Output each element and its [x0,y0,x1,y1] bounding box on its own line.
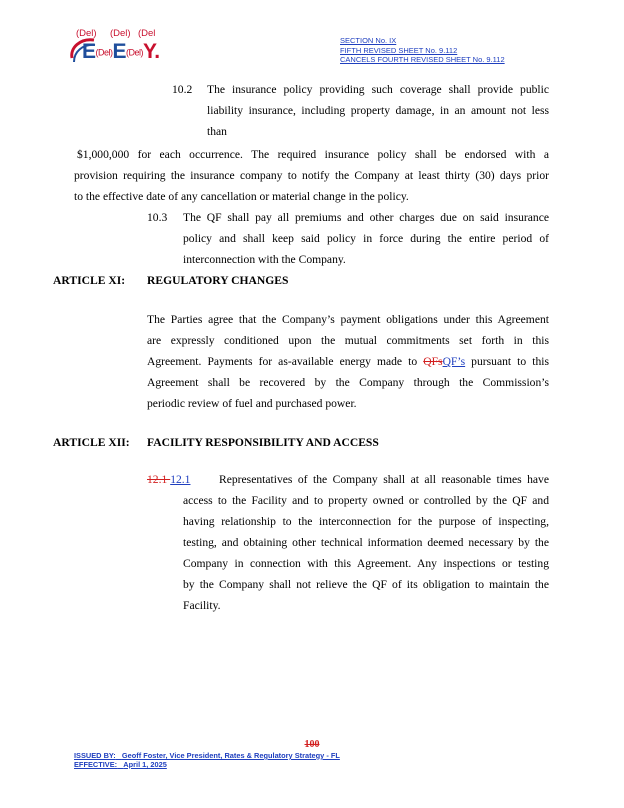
section-number: SECTION No. IX [340,36,397,45]
section-10-2-line: $1,000,000 for each occurrence. The required insurance policy shall be endorsed with a [77,148,549,161]
section-10-3-line: policy and shall keep said policy in force during the entire period of [183,232,549,245]
article-11-line: Agreement. Payments for as-available energy made to QFsQF’s pursuant to this [147,355,549,368]
logo-del-mark: (Del) [110,28,131,39]
inserted-text: QF’s [442,355,466,368]
deleted-text: 12.1 [147,473,171,486]
article-11-title: REGULATORY CHANGES [147,274,289,287]
article-12-line: Facility. [183,599,221,612]
article-11-line: Agreement shall be recovered by the Company through the Commission’s [147,376,549,389]
section-10-3-line: The QF shall pay all premiums and other charges due on said insurance [183,211,549,224]
effective-date: EFFECTIVE: April 1, 2025 [74,760,167,769]
inserted-text: 12.1 [170,473,191,486]
article-12-line: access to the Facility and to property owned or controlled by the QF and [183,494,549,507]
logo-wordmark: E(Del)E(Del)Y. [82,40,160,63]
article-11-label: ARTICLE XI: [53,274,126,287]
company-logo [68,28,208,68]
logo-del-mark: (Del) [76,28,97,39]
section-10-3-line: interconnection with the Company. [183,253,346,266]
article-11-line: are expressly conditioned upon the mutual commitments set forth in this [147,334,549,347]
cancels-sheet: CANCELS FOURTH REVISED SHEET No. 9.112 [340,55,505,64]
section-10-2-line: to the effective date of any cancellation or material change in the policy. [74,190,409,203]
issued-by: ISSUED BY: Geoff Foster, Vice President, Rates & Regulatory Strategy - FL [74,751,340,760]
section-10-2-line: liability insurance, including property damage, in an amount not less [207,104,549,117]
article-12-line: testing, and obtaining other technical information deemed necessary by the [183,536,549,549]
article-11-line: periodic review of fuel and purchased power. [147,397,357,410]
section-10-2-number: 10.2 [172,83,193,96]
article-12-line: having relationship to the interconnection for the purpose of inspecting, [183,515,549,528]
section-12-1-number [147,469,190,490]
section-10-2-line: The insurance policy providing such coverage shall provide public [207,83,549,96]
sheet-footer [74,751,340,769]
article-12-title: FACILITY RESPONSIBILITY AND ACCESS [147,436,379,449]
article-12-label: ARTICLE XII: [53,436,130,449]
deleted-text: QFs [423,355,443,368]
article-12-line: Company in connection with this Agreement. Any inspections or testing [183,557,549,570]
section-10-2-line: provision requiring the insurance company to notify the Company at least thirty (30) days prior [74,169,549,182]
article-12-line: Representatives of the Company shall at all reasonable times have [219,473,549,486]
sheet-number: FIFTH REVISED SHEET No. 9.112 [340,45,458,55]
section-10-3-number: 10.3 [147,211,168,224]
section-10-2-line: than [207,125,227,138]
article-12-line: by the Company shall not relieve the QF of its obligation to maintain the [183,578,549,591]
page-number: 100 [304,739,320,750]
logo-del-mark: (Del [138,28,156,39]
sheet-header [340,36,505,65]
article-11-line: The Parties agree that the Company’s payment obligations under this Agreement [147,313,549,326]
